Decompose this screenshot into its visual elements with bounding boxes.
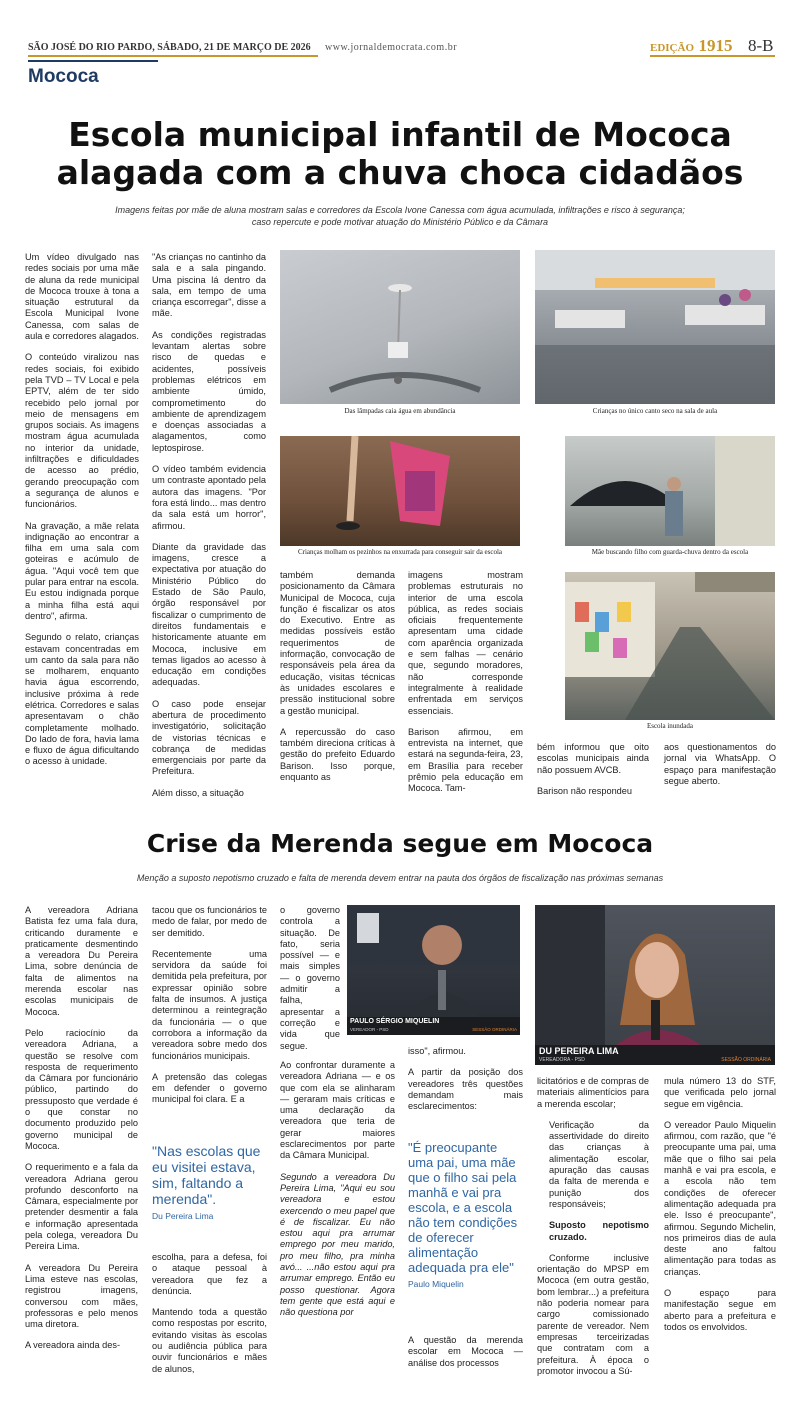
umbrella-image <box>565 436 775 546</box>
paragraph: Conforme inclusive orientação do MPSP em Mococa (em outra gestão, bom lembrar...) a prefeitura não poderia nomear para cargo comissionado parente de vereador. Nem empresas terceirizadas que contratam com a prefeitura. À época o promotor invocou a Sú- <box>537 1252 649 1376</box>
paragraph: Além disso, a situação <box>152 787 244 798</box>
paragraph: Barison afirmou, em entrevista na internet, que estará na segunda-feira, 23, em Brasília para receber prêmio pela educação em Mococa. Tam- <box>408 726 523 794</box>
article1-subtitle <box>40 204 760 228</box>
article2-col4-bottom: A questão da merenda escolar em Mococa — análise dos processos <box>408 1335 523 1368</box>
lower-third-tag: SESSÃO ORDINÁRIA <box>721 1057 771 1063</box>
caption-photo2: Crianças no único canto seco na sala de aula <box>592 407 718 415</box>
article1-col1 <box>25 252 139 778</box>
paragraph: Mantendo toda a questão como respostas por escrito, evitando visitas às escolas ou audiência pública para ouvir funcionários e mães de alunos, <box>152 1307 267 1374</box>
lower-third-tag: SESSÃO ORDINÁRIA <box>472 1027 517 1032</box>
photo-du-pereira <box>535 905 775 1065</box>
page-number: 8-B <box>748 36 774 55</box>
photo-umbrella <box>565 436 775 546</box>
paragraph: Segundo o relato, crianças estavam concentradas em um canto da sala para não se molharem, enquanto havia água escorrendo, inclusive próxima à rede elétrica. Corredores e salas apresentavam o chão completamente molhado. Do lado de fora, havia lama e fluxo de água dificultando o acesso à unidade. <box>25 632 139 767</box>
paragraph: O espaço para manifestação segue em aberto para a prefeitura e todos os envolvidos. <box>664 1288 776 1332</box>
article2-col3 <box>280 1060 395 1329</box>
article1-col4 <box>408 570 523 805</box>
paragraph: O vereador Paulo Miquelin afirmou, com razão, que "é preocupante uma pai, uma mãe que o filho sai pela manhã e vai pra escola, e a escola não tem condições de oferecer alimentação adequada pra ele. Isso é preocupante", afirmou. Segundo Michelin, nos primeiros dias de aula deste ano faltou alimentação para todas as crianças. <box>664 1119 776 1277</box>
paragraph: A partir da posição dos vereadores três questões demandam mais esclarecimentos: <box>408 1067 523 1112</box>
edition-info <box>650 36 732 56</box>
section-title: Mococa <box>28 66 99 87</box>
article2-col3-narrow <box>280 905 340 1062</box>
paragraph: Ao confrontar duramente a vereadora Adriana — e os que com ela se alinharam — geraram mais críticas e uma declaração da vereadora que teria de gerar maiores esclarecimentos por parte da Câmara Municipal. <box>280 1060 395 1161</box>
lower-third-name: PAULO SÉRGIO MIQUELIN <box>350 1018 440 1025</box>
paragraph: A vereadora ainda des- <box>25 1340 121 1351</box>
lower-third <box>347 1017 520 1035</box>
quote-text: "Nas escolas que eu visitei estava, sim, faltando a merenda". <box>152 1143 261 1207</box>
hallway-image <box>565 572 775 720</box>
paragraph: O vídeo também evidencia um contraste apontado pela autora das imagens. "Por fora está lindo... mas dentro da sala está um horror", afirmou. <box>152 464 266 531</box>
paragraph: tacou que os funcionários te medo de falar, por medo de ser demitido. <box>152 905 267 938</box>
quote-author: Paulo Miquelin <box>408 1279 464 1289</box>
paragraph: Diante da gravidade das imagens, cresce a expectativa por atuação do Ministério Público do Estado de São Paulo, órgão responsável por fiscalizar o cumprimento de direitos fundamentais e historicamente atuante em Mococa, inclusive em temas ligados ao acesso à educação em condições adequadas. <box>152 541 266 688</box>
paragraph: também demanda posicionamento da Câmara Municipal de Mococa, cuja função é fiscalizar os atos do Executivo. Entre as medidas possíveis estão requerimentos de informação, convocação de responsáveis pela área da educação, visitas técnicas às unidades escolares e pressão institucional sobre a gestão municipal. <box>280 570 395 716</box>
edition-label: EDIÇÃO <box>650 42 695 54</box>
paragraph: A vereadora Du Pereira Lima esteve nas escolas, registrou imagens, conversou com mães, professoras e pelo menos uma diretora. <box>25 1262 138 1330</box>
header-rule-gold-right <box>650 55 775 57</box>
paragraph: O requerimento e a fala da vereadora Adriana gerou profundo desconforto na Câmara, especialmente por pretender desmentir a fala e informação apresentada pela colega, vereadora Du Pereira Lima. <box>25 1162 138 1252</box>
article2-title: Crise da Merenda segue em Mococa <box>146 829 654 858</box>
header-rule-navy <box>28 60 158 62</box>
article2-col6 <box>664 1076 776 1343</box>
photo-lamp <box>280 250 520 404</box>
edition-number: 1915 <box>698 36 733 55</box>
paragraph: isso", afirmou. <box>408 1046 466 1056</box>
paragraph: escolha, para a defesa, foi o ataque pessoal à vereadora que fez a denúncia. <box>152 1252 267 1296</box>
paragraph: mula número 13 do STF, que verificada pelo jornal segue em vigência. <box>664 1076 776 1109</box>
article1-col5 <box>537 742 649 807</box>
photo-miquelin <box>347 905 520 1035</box>
article1-subtitle-line1: Imagens feitas por mãe de aluna mostram salas e corredores da Escola Ivone Canessa com água acumulada, infiltrações e risco à segurança; <box>115 205 685 215</box>
quote-text: "É preocupante uma pai, uma mãe que o filho sai pela manhã e vai pra escola, e a escola não tem condições de oferecer alimentação adequada pra ele" <box>408 1140 518 1275</box>
article2-col5 <box>537 1076 649 1387</box>
pull-quote-1 <box>152 1143 270 1221</box>
paragraph: Na gravação, a mãe relata indignação ao encontrar a filha em uma sala com goteiras e acúmulo de água. "Aqui você tem que pular para entrar na escola. Eu estou indignada porque a minha filha está aqui dentro", afirma. <box>25 520 139 621</box>
paragraph: A vereadora Adriana Batista fez uma fala dura, criticando duramente e praticamente desmentindo a vereadora Du Pereira Lima, sobre denúncia de falta de alimentos na merenda escolar nas escolas municipais de Mococa. <box>25 905 138 1017</box>
lower-third-role: VEREADORA - PSD <box>539 1057 585 1063</box>
article1-col6 <box>664 742 776 797</box>
paragraph: A repercussão do caso também direciona críticas à gestão do prefeito Eduardo Barison. Isso porque, enquanto as <box>280 726 395 783</box>
article2-col2-bottom <box>152 1252 267 1385</box>
caption-photo4: Mãe buscando filho com guarda-chuva dentro da escola <box>591 548 749 556</box>
article1-title-line1: Escola municipal infantil de Mococa <box>68 115 732 154</box>
paragraph: Pelo raciocínio da vereadora Adriana, a questão se resolve com resposta de requerimento da Câmara por funcionário público, partindo do pressuposto que verdade é o que constar no documento produzido pelo governo municipal de Mococa. <box>25 1027 138 1151</box>
paragraph: Um vídeo divulgado nas redes sociais por uma mãe de aluna da rede municipal de Mococa trouxe à tona a situação estrutural da Escola Municipal Ivone Canessa, com salas de aula e corredores alagados. <box>25 252 139 342</box>
paragraph: As condições registradas levantam alertas sobre risco de quedas e acidentes, possíveis problemas elétricos em ambiente úmido, comprometimento do ambiente de aprendizagem e doenças associadas a alagamentos, como leptospirose. <box>152 329 266 453</box>
lamp-image <box>280 250 520 404</box>
pull-quote-2 <box>408 1140 523 1289</box>
paragraph: Segundo a vereadora Du Pereira Lima, "Aqui eu sou vereadora e estou exercendo o meu papel que é de fiscalizar. Eu não estou aqui pra arrumar emprego por meu marido, pro meu filho, pra minha avó... ...não estou aqui pra arrumar emprego. Então eu posso questionar. Agora tem gente que está aqui e não questiona por <box>280 1171 395 1318</box>
article2-col1 <box>25 905 138 1362</box>
article1-title <box>20 116 780 192</box>
du-pereira-image <box>535 905 775 1065</box>
paragraph: bém informou que oito escolas municipais ainda não possuem AVCB. <box>537 742 649 775</box>
article1-col2 <box>152 252 266 809</box>
lower-third-name: DU PEREIRA LIMA <box>539 1046 619 1056</box>
miquelin-image <box>347 905 520 1035</box>
article2-subtitle: Menção a suposto nepotismo cruzado e falta de merenda devem entrar na pauta dos órgãos de fiscalização nas próximas semanas <box>136 873 664 883</box>
flood-feet-image <box>280 436 520 546</box>
header-rule-gold <box>28 55 318 57</box>
paragraph: O conteúdo viralizou nas redes sociais, foi exibido pela TVD – TV Local e pela EPTV, além de ter sido recebido pelo jornal por meio de mensagens em grupos sociais. As imagens mostram água acumulada no interior da unidade, infiltrações e dificuldades de acesso ao prédio, gerando preocupação com a segurança de alunos e funcionários. <box>25 352 139 510</box>
paragraph: Suposto nepotismo cruzado. <box>549 1220 649 1242</box>
caption-photo1: Das lâmpadas caia água em abundância <box>344 407 456 415</box>
article1-title-line2: alagada com a chuva choca cidadãos <box>56 153 744 192</box>
paragraph: Barison não respondeu <box>537 785 633 796</box>
paragraph: O caso pode ensejar abertura de procedimento investigatório, solicitação de vistorias técnicas e cobrança de medidas emergenciais por parte da Prefeitura. <box>152 698 266 777</box>
paragraph: Verificação da assertividade do direito das crianças à alimentação escolar, apuração das causas da falta de merenda e punição dos responsáveis; <box>549 1119 649 1209</box>
photo-hallway <box>565 572 775 720</box>
paragraph: "As crianças no cantinho da sala e a sala pingando. Uma piscina lá dentro da sala, em tempo de uma criança escorregar", disse a mãe. <box>152 252 266 319</box>
photo-classroom <box>535 250 775 404</box>
classroom-image <box>535 250 775 404</box>
paragraph: o governo controla a situação. De fato, seria possível — e mais simples — o governo admitir a falha, apresentar a correção e vida que segue. <box>280 905 340 1051</box>
paragraph: imagens mostram problemas estruturais no interior de uma escola pública, as redes sociais oficiais frequentemente apresentam uma cidade com aparência organizada e sem falhas — cenário que, segundo moradores, não corresponde integralmente à realidade enfrentada em serviços essenciais. <box>408 570 523 716</box>
paragraph: Recentemente uma servidora da saúde foi demitida pela prefeitura, por expressar opinião sobre falta de insumos. A justiça determinou a reintegração da funcionária — o que corrobora a informação da vereadora sobre medo dos funcionários municipais. <box>152 948 267 1061</box>
article2-col2-top <box>152 905 267 1116</box>
article2-col4 <box>408 1046 523 1122</box>
caption-photo3: Crianças molham os pezinhos na enxurrada para conseguir sair da escola <box>297 548 503 556</box>
lower-third <box>535 1045 775 1065</box>
paragraph: aos questionamentos do jornal via WhatsApp. O espaço para manifestação segue aberto. <box>664 742 776 786</box>
caption-photo5: Escola inundada <box>646 722 694 730</box>
paragraph: A pretensão das colegas em defender o governo municipal foi clara. E a <box>152 1071 267 1105</box>
article1-col3 <box>280 570 395 793</box>
paragraph: licitatórios e de compras de materiais alimentícios para a merenda escolar; <box>537 1076 649 1109</box>
header-date: SÃO JOSÉ DO RIO PARDO, SÁBADO, 21 DE MARÇO DE 2026 <box>28 42 311 53</box>
quote-author: Du Pereira Lima <box>152 1211 214 1221</box>
header-url[interactable]: www.jornaldemocrata.com.br <box>325 42 458 53</box>
article1-subtitle-line2: caso repercute e pode motivar atuação do Ministério Público e da Câmara <box>251 217 549 227</box>
lower-third-role: VEREADOR - PSD <box>350 1027 389 1032</box>
photo-flood-feet <box>280 436 520 546</box>
